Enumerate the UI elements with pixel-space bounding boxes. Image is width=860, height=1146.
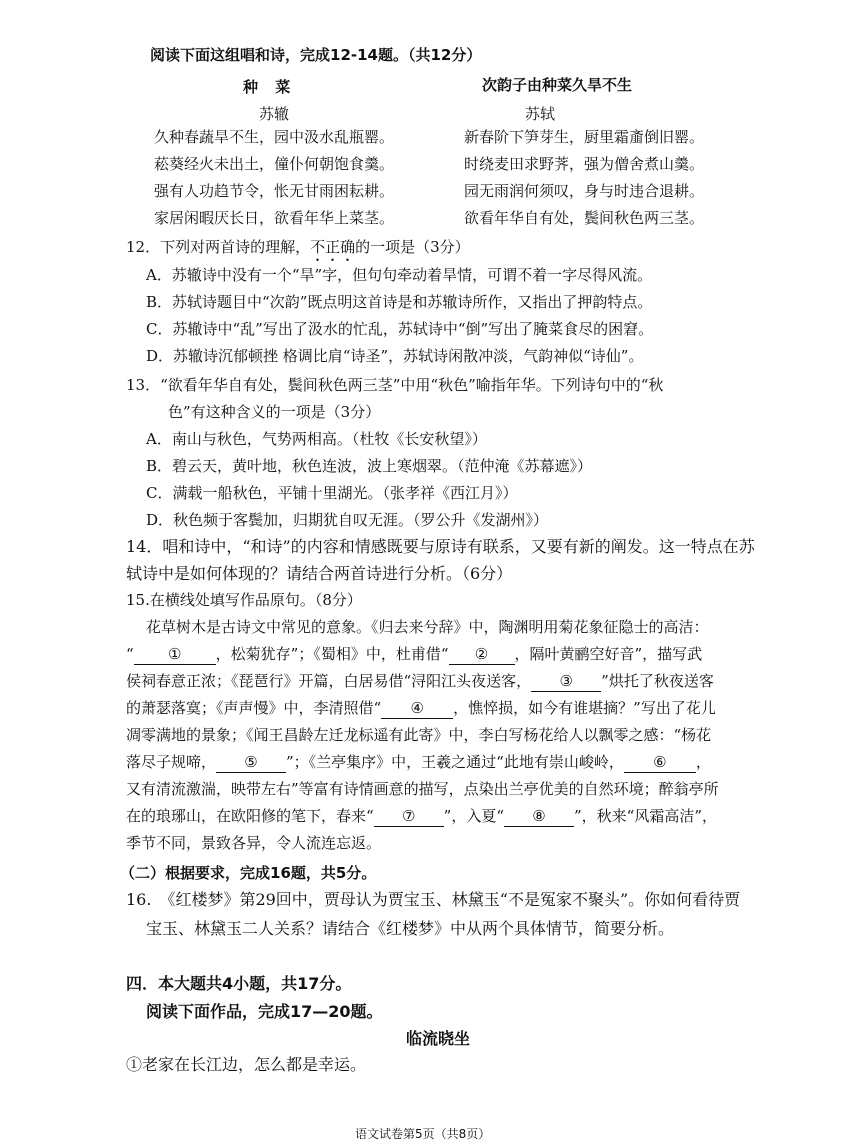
q15-text: ，憔悴损，如今有谁堪摘？”写出了花儿 [453, 699, 716, 717]
poem1-title: 种 菜 [243, 78, 297, 96]
q15-text: 在的琅琊山，在欧阳修的笔下，春来“ [126, 807, 374, 825]
poem1-line: 菘葵经火未出土，僮仆何朝饱食羹。 [154, 155, 395, 173]
q12-option-b: B．苏轼诗题目中“次韵”既点明这首诗是和苏辙诗所作，又指出了押韵特点。 [146, 293, 653, 311]
q15-text: ， [695, 753, 711, 771]
q14-line1: 14．唱和诗中，“和诗”的内容和情感既要与原诗有联系，又要有新的阐发。这一特点在苏 [126, 537, 755, 556]
q12-stem-emphasis: 不正确 [310, 238, 356, 256]
q15-text: ”，入夏“ [443, 807, 505, 825]
poem1-line: 家居闲暇厌长日，欲看年华上菜茎。 [154, 209, 395, 227]
q15-text: 落尽子规啼， [126, 753, 217, 771]
q15-line: 花草树木是古诗文中常见的意象。《归去来兮辞》中，陶渊明用菊花象征隐士的高洁： [146, 618, 709, 636]
q15-text: ”烘托了秋夜送客 [601, 672, 714, 690]
q15-blank-3[interactable]: ③ [531, 671, 601, 692]
q13-option-d: D．秋色频于客鬓加，归期犹自叹无涯。（罗公升《发湖州》） [146, 511, 549, 529]
page-footer: 语文试卷第5页（共8页） [355, 1127, 491, 1141]
q12-stem [126, 237, 470, 265]
essay-title: 临流晓坐 [406, 1029, 471, 1048]
section-2-heading: （二）根据要求，完成16题，共5分。 [120, 864, 377, 882]
q15-blank-1[interactable]: ① [134, 644, 216, 665]
q13-stem-line1: 13．“欲看年华自有处，鬓间秋色两三茎”中用“秋色”喻指年华。下列诗句中的“秋 [126, 376, 664, 394]
q15-text: “ [126, 645, 134, 663]
q15-line [126, 644, 702, 665]
q15-text: ”，秋来“风霜高洁”， [574, 807, 718, 825]
poem1-author: 苏辙 [259, 105, 290, 123]
q15-blank-7[interactable]: ⑦ [374, 806, 444, 827]
q15-line: 季节不同，景致各异，令人流连忘返。 [126, 834, 382, 852]
reading-intro: 阅读下面这组唱和诗，完成12-14题。（共12分） [150, 46, 482, 64]
q12-option-d: D．苏辙诗沉郁顿挫 格调比肩“诗圣”，苏轼诗闲散冲淡，气韵神似“诗仙”。 [146, 347, 644, 365]
poem2-line: 新春阶下笋芽生，厨里霜齑倒旧罂。 [464, 128, 705, 146]
q15-blank-6[interactable]: ⑥ [624, 752, 696, 773]
q15-text: 的萧瑟落寞；《声声慢》中，李清照借“ [126, 699, 382, 717]
poem2-line: 时绕麦田求野荠，强为僧舍煮山羹。 [464, 155, 705, 173]
q13-option-c: C．满载一船秋色，平铺十里湖光。（张孝祥《西江月》） [146, 484, 518, 502]
q15-blank-5[interactable]: ⑤ [216, 752, 286, 773]
q15-text: 侯祠春意正浓；《琵琶行》开篇，白居易借“浔阳江头夜送客， [126, 672, 532, 690]
poem2-title: 次韵子由种菜久旱不生 [482, 76, 633, 94]
poem1-line: 强有人功趋节令，怅无甘雨困耘耕。 [154, 182, 395, 200]
q15-text: ，松菊犹存”；《蜀相》中，杜甫借“ [215, 645, 449, 663]
q13-option-b: B．碧云天，黄叶地，秋色连波，波上寒烟翠。（范仲淹《苏幕遮》） [146, 457, 593, 475]
q15-stem: 15.在横线处填写作品原句。（8分） [126, 591, 362, 609]
q15-line [126, 752, 711, 773]
q14-line2: 轼诗中是如何体现的？请结合两首诗进行分析。（6分） [126, 564, 513, 583]
q15-blank-8[interactable]: ⑧ [504, 806, 574, 827]
poem2-line: 园无雨润何须叹，身与时违合退耕。 [464, 182, 705, 200]
q15-line: 凋零满地的景象；《闻王昌龄左迁龙标遥有此寄》中，李白写杨花给人以飘零之感：“杨花 [126, 726, 712, 744]
q15-line [126, 671, 714, 692]
section-4-heading: 四．本大题共4小题，共17分。 [126, 974, 352, 993]
q15-text: ”；《兰亭集序》中，王羲之通过“此地有崇山峻岭， [286, 753, 624, 771]
q15-line: 又有清流激湍，映带左右”等富有诗情画意的描写，点染出兰亭优美的自然环境；醉翁亭所 [126, 780, 719, 798]
q15-blank-4[interactable]: ④ [381, 698, 453, 719]
poem2-author: 苏轼 [525, 105, 556, 123]
poem2-line: 欲看年华自有处，鬓间秋色两三茎。 [464, 209, 705, 227]
q12-stem-pre: 12．下列对两首诗的理解， [126, 238, 311, 256]
q15-line [126, 806, 717, 827]
q13-stem-line2: 色”有这种含义的一项是（3分） [168, 403, 381, 421]
q15-line [126, 698, 716, 719]
essay-paragraph-1: ①老家在长江边，怎么都是幸运。 [126, 1055, 367, 1074]
poem1-line: 久种春蔬旱不生，园中汲水乱瓶罂。 [154, 128, 395, 146]
q15-blank-2[interactable]: ② [449, 644, 515, 665]
q15-text: ，隔叶黄鹂空好音”，描写武 [514, 645, 703, 663]
q12-stem-post: 的一项是（3分） [355, 238, 470, 256]
q12-option-a: A．苏辙诗中没有一个“旱”字，但句句牵动着旱情，可谓不着一字尽得风流。 [146, 266, 653, 284]
reading-instruction: 阅读下面作品，完成17—20题。 [146, 1002, 383, 1021]
q16-line2: 宝玉、林黛玉二人关系？请结合《红楼梦》中从两个具体情节，简要分析。 [146, 919, 675, 938]
q12-option-c: C．苏辙诗中“乱”写出了汲水的忙乱，苏轼诗中“倒”写出了腌菜食尽的困窘。 [146, 320, 654, 338]
q13-option-a: A．南山与秋色，气势两相高。（杜牧《长安秋望》） [146, 430, 487, 448]
q16-line1: 16. 《红楼梦》第29回中，贾母认为贾宝玉、林黛玉“不是冤家不聚头”。你如何看待贾 [126, 890, 741, 909]
